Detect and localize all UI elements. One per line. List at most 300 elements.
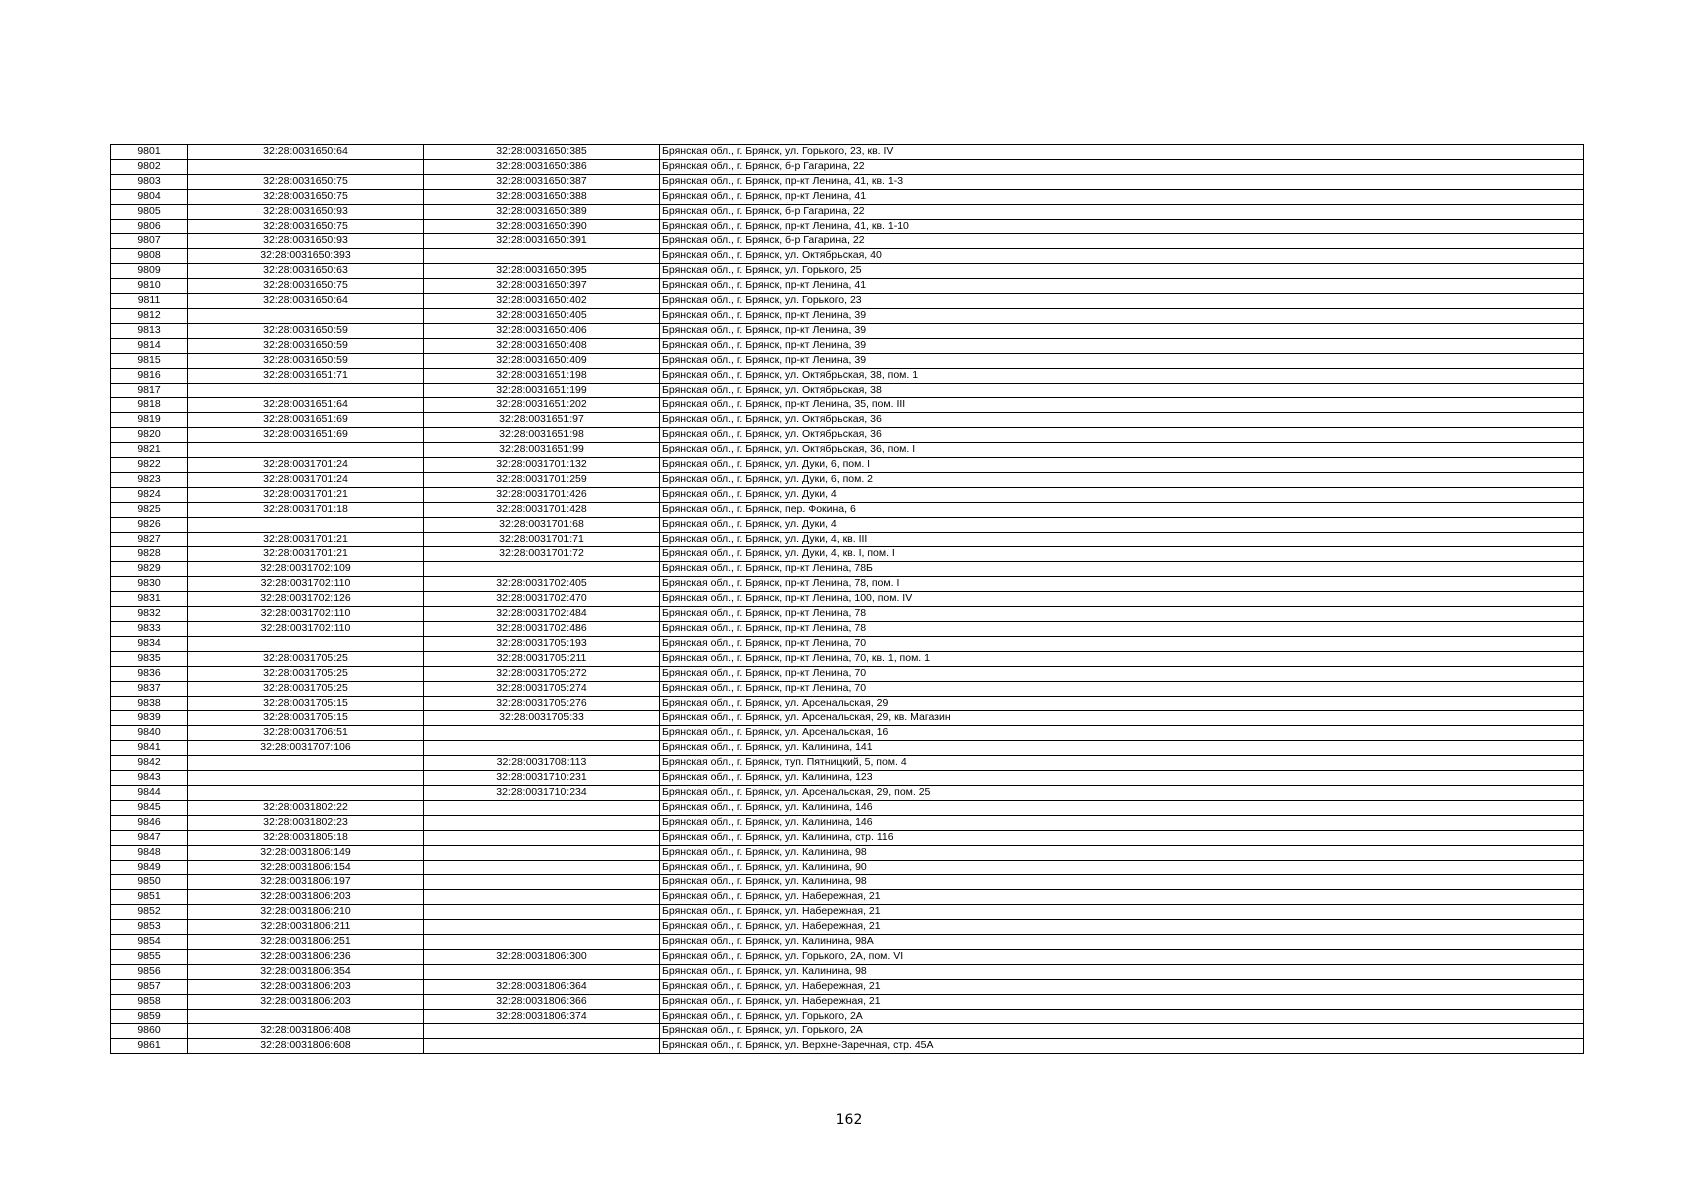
table-row <box>111 264 1584 279</box>
parcel-cadastral-number-cell: 32:28:0031706:51 <box>188 726 424 741</box>
address-cell: Брянская обл., г. Брянск, ул. Дуки, 4, кв. III <box>660 532 1584 547</box>
object-cadastral-number-cell: 32:28:0031701:71 <box>424 532 660 547</box>
address-cell: Брянская обл., г. Брянск, ул. Арсенальская, 29, пом. 25 <box>660 785 1584 800</box>
object-cadastral-number-cell: 32:28:0031806:366 <box>424 994 660 1009</box>
address-cell: Брянская обл., г. Брянск, б-р Гагарина, 22 <box>660 159 1584 174</box>
address-cell: Брянская обл., г. Брянск, ул. Калинина, 123 <box>660 771 1584 786</box>
parcel-cadastral-number-cell: 32:28:0031705:15 <box>188 711 424 726</box>
address-cell: Брянская обл., г. Брянск, ул. Калинина, стр. 116 <box>660 830 1584 845</box>
address-cell: Брянская обл., г. Брянск, ул. Арсенальская, 29 <box>660 696 1584 711</box>
row-number-cell: 9817 <box>111 383 188 398</box>
row-number-cell: 9853 <box>111 920 188 935</box>
table-row <box>111 532 1584 547</box>
parcel-cadastral-number-cell <box>188 785 424 800</box>
parcel-cadastral-number-cell <box>188 308 424 323</box>
address-cell: Брянская обл., г. Брянск, ул. Калинина, 98 <box>660 845 1584 860</box>
object-cadastral-number-cell: 32:28:0031702:405 <box>424 577 660 592</box>
row-number-cell: 9834 <box>111 636 188 651</box>
row-number-cell: 9852 <box>111 905 188 920</box>
object-cadastral-number-cell: 32:28:0031650:390 <box>424 219 660 234</box>
parcel-cadastral-number-cell: 32:28:0031650:393 <box>188 249 424 264</box>
table-row <box>111 607 1584 622</box>
row-number-cell: 9811 <box>111 294 188 309</box>
parcel-cadastral-number-cell: 32:28:0031806:408 <box>188 1024 424 1039</box>
row-number-cell: 9832 <box>111 607 188 622</box>
object-cadastral-number-cell: 32:28:0031650:385 <box>424 145 660 160</box>
table-row <box>111 830 1584 845</box>
address-cell: Брянская обл., г. Брянск, ул. Набережная, 21 <box>660 890 1584 905</box>
table-row <box>111 234 1584 249</box>
parcel-cadastral-number-cell: 32:28:0031650:93 <box>188 234 424 249</box>
row-number-cell: 9822 <box>111 458 188 473</box>
address-cell: Брянская обл., г. Брянск, ул. Калинина, 141 <box>660 741 1584 756</box>
address-cell: Брянская обл., г. Брянск, пр-кт Ленина, 41 <box>660 189 1584 204</box>
parcel-cadastral-number-cell: 32:28:0031650:59 <box>188 323 424 338</box>
row-number-cell: 9816 <box>111 368 188 383</box>
object-cadastral-number-cell: 32:28:0031651:202 <box>424 398 660 413</box>
parcel-cadastral-number-cell <box>188 771 424 786</box>
address-cell: Брянская обл., г. Брянск, ул. Калинина, 98 <box>660 875 1584 890</box>
table-row <box>111 785 1584 800</box>
row-number-cell: 9860 <box>111 1024 188 1039</box>
address-cell: Брянская обл., г. Брянск, пр-кт Ленина, 39 <box>660 338 1584 353</box>
address-cell: Брянская обл., г. Брянск, ул. Калинина, 146 <box>660 815 1584 830</box>
object-cadastral-number-cell: 32:28:0031650:386 <box>424 159 660 174</box>
row-number-cell: 9848 <box>111 845 188 860</box>
parcel-cadastral-number-cell: 32:28:0031705:25 <box>188 681 424 696</box>
table-row <box>111 681 1584 696</box>
parcel-cadastral-number-cell: 32:28:0031651:64 <box>188 398 424 413</box>
row-number-cell: 9801 <box>111 145 188 160</box>
object-cadastral-number-cell: 32:28:0031650:391 <box>424 234 660 249</box>
object-cadastral-number-cell: 32:28:0031708:113 <box>424 756 660 771</box>
row-number-cell: 9854 <box>111 935 188 950</box>
row-number-cell: 9843 <box>111 771 188 786</box>
address-cell: Брянская обл., г. Брянск, пр-кт Ленина, 78Б <box>660 562 1584 577</box>
object-cadastral-number-cell <box>424 905 660 920</box>
object-cadastral-number-cell: 32:28:0031650:389 <box>424 204 660 219</box>
row-number-cell: 9835 <box>111 651 188 666</box>
address-cell: Брянская обл., г. Брянск, ул. Дуки, 4 <box>660 517 1584 532</box>
parcel-cadastral-number-cell: 32:28:0031806:354 <box>188 964 424 979</box>
address-cell: Брянская обл., г. Брянск, пр-кт Ленина, 70 <box>660 636 1584 651</box>
object-cadastral-number-cell: 32:28:0031651:198 <box>424 368 660 383</box>
row-number-cell: 9826 <box>111 517 188 532</box>
parcel-cadastral-number-cell: 32:28:0031802:22 <box>188 800 424 815</box>
object-cadastral-number-cell: 32:28:0031705:33 <box>424 711 660 726</box>
parcel-cadastral-number-cell: 32:28:0031806:149 <box>188 845 424 860</box>
table-row <box>111 711 1584 726</box>
object-cadastral-number-cell: 32:28:0031702:486 <box>424 622 660 637</box>
address-cell: Брянская обл., г. Брянск, ул. Горького, 2А <box>660 1009 1584 1024</box>
parcel-cadastral-number-cell: 32:28:0031806:210 <box>188 905 424 920</box>
table-row <box>111 547 1584 562</box>
registry-table <box>110 144 1584 1054</box>
parcel-cadastral-number-cell <box>188 159 424 174</box>
row-number-cell: 9849 <box>111 860 188 875</box>
row-number-cell: 9805 <box>111 204 188 219</box>
address-cell: Брянская обл., г. Брянск, ул. Октябрьская, 36 <box>660 428 1584 443</box>
parcel-cadastral-number-cell: 32:28:0031805:18 <box>188 830 424 845</box>
row-number-cell: 9830 <box>111 577 188 592</box>
parcel-cadastral-number-cell: 32:28:0031702:110 <box>188 607 424 622</box>
object-cadastral-number-cell <box>424 920 660 935</box>
object-cadastral-number-cell <box>424 800 660 815</box>
table-row <box>111 979 1584 994</box>
parcel-cadastral-number-cell: 32:28:0031650:59 <box>188 338 424 353</box>
row-number-cell: 9837 <box>111 681 188 696</box>
table-row <box>111 666 1584 681</box>
object-cadastral-number-cell <box>424 1039 660 1054</box>
table-row <box>111 219 1584 234</box>
table-row <box>111 323 1584 338</box>
table-row <box>111 771 1584 786</box>
row-number-cell: 9803 <box>111 174 188 189</box>
address-cell: Брянская обл., г. Брянск, ул. Горького, 23, кв. IV <box>660 145 1584 160</box>
address-cell: Брянская обл., г. Брянск, ул. Октябрьская, 40 <box>660 249 1584 264</box>
table-row <box>111 741 1584 756</box>
object-cadastral-number-cell: 32:28:0031650:388 <box>424 189 660 204</box>
table-row <box>111 279 1584 294</box>
object-cadastral-number-cell: 32:28:0031651:97 <box>424 413 660 428</box>
address-cell: Брянская обл., г. Брянск, ул. Октябрьская, 36, пом. I <box>660 443 1584 458</box>
row-number-cell: 9820 <box>111 428 188 443</box>
object-cadastral-number-cell <box>424 845 660 860</box>
address-cell: Брянская обл., г. Брянск, ул. Калинина, 98 <box>660 964 1584 979</box>
address-cell: Брянская обл., г. Брянск, ул. Калинина, 146 <box>660 800 1584 815</box>
object-cadastral-number-cell: 32:28:0031701:259 <box>424 472 660 487</box>
table-row <box>111 726 1584 741</box>
row-number-cell: 9812 <box>111 308 188 323</box>
address-cell: Брянская обл., г. Брянск, ул. Арсенальская, 29, кв. Магазин <box>660 711 1584 726</box>
object-cadastral-number-cell <box>424 815 660 830</box>
object-cadastral-number-cell: 32:28:0031651:98 <box>424 428 660 443</box>
address-cell: Брянская обл., г. Брянск, ул. Арсенальская, 16 <box>660 726 1584 741</box>
address-cell: Брянская обл., г. Брянск, ул. Горького, 23 <box>660 294 1584 309</box>
address-cell: Брянская обл., г. Брянск, пр-кт Ленина, 78 <box>660 607 1584 622</box>
table-row <box>111 502 1584 517</box>
parcel-cadastral-number-cell: 32:28:0031806:197 <box>188 875 424 890</box>
object-cadastral-number-cell: 32:28:0031710:234 <box>424 785 660 800</box>
row-number-cell: 9813 <box>111 323 188 338</box>
row-number-cell: 9842 <box>111 756 188 771</box>
parcel-cadastral-number-cell: 32:28:0031651:69 <box>188 428 424 443</box>
parcel-cadastral-number-cell: 32:28:0031705:25 <box>188 666 424 681</box>
table-row <box>111 860 1584 875</box>
parcel-cadastral-number-cell: 32:28:0031806:236 <box>188 949 424 964</box>
table-row <box>111 651 1584 666</box>
table-row <box>111 994 1584 1009</box>
row-number-cell: 9855 <box>111 949 188 964</box>
address-cell: Брянская обл., г. Брянск, пр-кт Ленина, 35, пом. III <box>660 398 1584 413</box>
table-row <box>111 458 1584 473</box>
object-cadastral-number-cell <box>424 830 660 845</box>
table-row <box>111 338 1584 353</box>
table-row <box>111 294 1584 309</box>
object-cadastral-number-cell: 32:28:0031806:374 <box>424 1009 660 1024</box>
object-cadastral-number-cell: 32:28:0031702:470 <box>424 592 660 607</box>
object-cadastral-number-cell: 32:28:0031702:484 <box>424 607 660 622</box>
address-cell: Брянская обл., г. Брянск, пр-кт Ленина, 39 <box>660 353 1584 368</box>
row-number-cell: 9839 <box>111 711 188 726</box>
page-number: 162 <box>835 1112 863 1128</box>
object-cadastral-number-cell <box>424 860 660 875</box>
object-cadastral-number-cell: 32:28:0031705:211 <box>424 651 660 666</box>
address-cell: Брянская обл., г. Брянск, ул. Набережная, 21 <box>660 920 1584 935</box>
object-cadastral-number-cell: 32:28:0031650:408 <box>424 338 660 353</box>
object-cadastral-number-cell: 32:28:0031701:72 <box>424 547 660 562</box>
row-number-cell: 9856 <box>111 964 188 979</box>
address-cell: Брянская обл., г. Брянск, пр-кт Ленина, 41, кв. 1-3 <box>660 174 1584 189</box>
row-number-cell: 9828 <box>111 547 188 562</box>
table-row <box>111 487 1584 502</box>
address-cell: Брянская обл., г. Брянск, ул. Дуки, 4 <box>660 487 1584 502</box>
parcel-cadastral-number-cell: 32:28:0031702:109 <box>188 562 424 577</box>
address-cell: Брянская обл., г. Брянск, ул. Октябрьская, 36 <box>660 413 1584 428</box>
parcel-cadastral-number-cell: 32:28:0031702:126 <box>188 592 424 607</box>
parcel-cadastral-number-cell <box>188 636 424 651</box>
table-row <box>111 159 1584 174</box>
table-row <box>111 905 1584 920</box>
address-cell: Брянская обл., г. Брянск, пр-кт Ленина, 41 <box>660 279 1584 294</box>
row-number-cell: 9807 <box>111 234 188 249</box>
table-row <box>111 472 1584 487</box>
object-cadastral-number-cell: 32:28:0031705:276 <box>424 696 660 711</box>
row-number-cell: 9858 <box>111 994 188 1009</box>
parcel-cadastral-number-cell: 32:28:0031806:251 <box>188 935 424 950</box>
row-number-cell: 9808 <box>111 249 188 264</box>
row-number-cell: 9819 <box>111 413 188 428</box>
object-cadastral-number-cell <box>424 249 660 264</box>
parcel-cadastral-number-cell: 32:28:0031806:203 <box>188 994 424 1009</box>
address-cell: Брянская обл., г. Брянск, ул. Набережная, 21 <box>660 905 1584 920</box>
parcel-cadastral-number-cell <box>188 383 424 398</box>
table-row <box>111 622 1584 637</box>
row-number-cell: 9823 <box>111 472 188 487</box>
parcel-cadastral-number-cell: 32:28:0031702:110 <box>188 577 424 592</box>
row-number-cell: 9824 <box>111 487 188 502</box>
table-row <box>111 353 1584 368</box>
object-cadastral-number-cell: 32:28:0031710:231 <box>424 771 660 786</box>
address-cell: Брянская обл., г. Брянск, пр-кт Ленина, 39 <box>660 323 1584 338</box>
row-number-cell: 9806 <box>111 219 188 234</box>
address-cell: Брянская обл., г. Брянск, ул. Горького, 2А, пом. VI <box>660 949 1584 964</box>
parcel-cadastral-number-cell: 32:28:0031650:64 <box>188 145 424 160</box>
parcel-cadastral-number-cell <box>188 756 424 771</box>
row-number-cell: 9804 <box>111 189 188 204</box>
address-cell: Брянская обл., г. Брянск, ул. Октябрьская, 38 <box>660 383 1584 398</box>
parcel-cadastral-number-cell <box>188 517 424 532</box>
table-row <box>111 964 1584 979</box>
parcel-cadastral-number-cell: 32:28:0031651:69 <box>188 413 424 428</box>
row-number-cell: 9844 <box>111 785 188 800</box>
object-cadastral-number-cell: 32:28:0031650:395 <box>424 264 660 279</box>
parcel-cadastral-number-cell: 32:28:0031701:21 <box>188 547 424 562</box>
object-cadastral-number-cell: 32:28:0031701:68 <box>424 517 660 532</box>
row-number-cell: 9846 <box>111 815 188 830</box>
object-cadastral-number-cell: 32:28:0031701:428 <box>424 502 660 517</box>
table-row <box>111 875 1584 890</box>
table-row <box>111 204 1584 219</box>
registry-table-body <box>111 145 1584 1054</box>
object-cadastral-number-cell: 32:28:0031650:405 <box>424 308 660 323</box>
address-cell: Брянская обл., г. Брянск, пр-кт Ленина, 78 <box>660 622 1584 637</box>
address-cell: Брянская обл., г. Брянск, туп. Пятницкий, 5, пом. 4 <box>660 756 1584 771</box>
parcel-cadastral-number-cell: 32:28:0031701:24 <box>188 458 424 473</box>
table-row <box>111 592 1584 607</box>
address-cell: Брянская обл., г. Брянск, ул. Набережная, 21 <box>660 994 1584 1009</box>
parcel-cadastral-number-cell <box>188 443 424 458</box>
object-cadastral-number-cell <box>424 726 660 741</box>
parcel-cadastral-number-cell: 32:28:0031802:23 <box>188 815 424 830</box>
object-cadastral-number-cell: 32:28:0031705:274 <box>424 681 660 696</box>
address-cell: Брянская обл., г. Брянск, ул. Горького, 25 <box>660 264 1584 279</box>
parcel-cadastral-number-cell: 32:28:0031650:59 <box>188 353 424 368</box>
object-cadastral-number-cell: 32:28:0031705:193 <box>424 636 660 651</box>
object-cadastral-number-cell <box>424 935 660 950</box>
address-cell: Брянская обл., г. Брянск, пр-кт Ленина, 70, кв. 1, пом. 1 <box>660 651 1584 666</box>
row-number-cell: 9829 <box>111 562 188 577</box>
parcel-cadastral-number-cell: 32:28:0031650:63 <box>188 264 424 279</box>
table-row <box>111 413 1584 428</box>
object-cadastral-number-cell <box>424 875 660 890</box>
row-number-cell: 9821 <box>111 443 188 458</box>
object-cadastral-number-cell: 32:28:0031705:272 <box>424 666 660 681</box>
table-row <box>111 398 1584 413</box>
row-number-cell: 9825 <box>111 502 188 517</box>
parcel-cadastral-number-cell <box>188 1009 424 1024</box>
object-cadastral-number-cell <box>424 562 660 577</box>
table-row <box>111 189 1584 204</box>
row-number-cell: 9827 <box>111 532 188 547</box>
table-row <box>111 800 1584 815</box>
row-number-cell: 9838 <box>111 696 188 711</box>
table-row <box>111 368 1584 383</box>
object-cadastral-number-cell: 32:28:0031651:99 <box>424 443 660 458</box>
parcel-cadastral-number-cell: 32:28:0031806:203 <box>188 890 424 905</box>
parcel-cadastral-number-cell: 32:28:0031650:93 <box>188 204 424 219</box>
address-cell: Брянская обл., г. Брянск, ул. Дуки, 4, кв. I, пом. I <box>660 547 1584 562</box>
parcel-cadastral-number-cell: 32:28:0031806:211 <box>188 920 424 935</box>
row-number-cell: 9841 <box>111 741 188 756</box>
table-row <box>111 636 1584 651</box>
row-number-cell: 9831 <box>111 592 188 607</box>
object-cadastral-number-cell <box>424 741 660 756</box>
table-row <box>111 890 1584 905</box>
object-cadastral-number-cell: 32:28:0031650:402 <box>424 294 660 309</box>
address-cell: Брянская обл., г. Брянск, пр-кт Ленина, 41, кв. 1-10 <box>660 219 1584 234</box>
row-number-cell: 9850 <box>111 875 188 890</box>
address-cell: Брянская обл., г. Брянск, ул. Октябрьская, 38, пом. 1 <box>660 368 1584 383</box>
row-number-cell: 9814 <box>111 338 188 353</box>
parcel-cadastral-number-cell: 32:28:0031650:64 <box>188 294 424 309</box>
object-cadastral-number-cell: 32:28:0031650:387 <box>424 174 660 189</box>
row-number-cell: 9802 <box>111 159 188 174</box>
row-number-cell: 9840 <box>111 726 188 741</box>
parcel-cadastral-number-cell: 32:28:0031651:71 <box>188 368 424 383</box>
row-number-cell: 9809 <box>111 264 188 279</box>
parcel-cadastral-number-cell: 32:28:0031701:21 <box>188 532 424 547</box>
table-row <box>111 935 1584 950</box>
table-row <box>111 920 1584 935</box>
parcel-cadastral-number-cell: 32:28:0031806:154 <box>188 860 424 875</box>
table-row <box>111 845 1584 860</box>
address-cell: Брянская обл., г. Брянск, ул. Верхне-Заречная, стр. 45А <box>660 1039 1584 1054</box>
parcel-cadastral-number-cell: 32:28:0031701:18 <box>188 502 424 517</box>
row-number-cell: 9818 <box>111 398 188 413</box>
row-number-cell: 9861 <box>111 1039 188 1054</box>
parcel-cadastral-number-cell: 32:28:0031705:15 <box>188 696 424 711</box>
address-cell: Брянская обл., г. Брянск, б-р Гагарина, 22 <box>660 234 1584 249</box>
row-number-cell: 9833 <box>111 622 188 637</box>
parcel-cadastral-number-cell: 32:28:0031650:75 <box>188 219 424 234</box>
table-row <box>111 815 1584 830</box>
row-number-cell: 9845 <box>111 800 188 815</box>
table-row <box>111 383 1584 398</box>
object-cadastral-number-cell: 32:28:0031650:397 <box>424 279 660 294</box>
table-row <box>111 562 1584 577</box>
table-row <box>111 1009 1584 1024</box>
address-cell: Брянская обл., г. Брянск, ул. Калинина, 98А <box>660 935 1584 950</box>
table-row <box>111 145 1584 160</box>
address-cell: Брянская обл., г. Брянск, пр-кт Ленина, 70 <box>660 666 1584 681</box>
object-cadastral-number-cell <box>424 890 660 905</box>
address-cell: Брянская обл., г. Брянск, ул. Набережная, 21 <box>660 979 1584 994</box>
row-number-cell: 9857 <box>111 979 188 994</box>
parcel-cadastral-number-cell: 32:28:0031650:75 <box>188 174 424 189</box>
table-row <box>111 428 1584 443</box>
address-cell: Брянская обл., г. Брянск, пр-кт Ленина, 78, пом. I <box>660 577 1584 592</box>
table-row <box>111 756 1584 771</box>
table-row <box>111 1024 1584 1039</box>
table-row <box>111 443 1584 458</box>
object-cadastral-number-cell: 32:28:0031701:426 <box>424 487 660 502</box>
object-cadastral-number-cell: 32:28:0031650:409 <box>424 353 660 368</box>
object-cadastral-number-cell: 32:28:0031806:364 <box>424 979 660 994</box>
address-cell: Брянская обл., г. Брянск, б-р Гагарина, 22 <box>660 204 1584 219</box>
table-row <box>111 949 1584 964</box>
object-cadastral-number-cell: 32:28:0031701:132 <box>424 458 660 473</box>
row-number-cell: 9847 <box>111 830 188 845</box>
parcel-cadastral-number-cell: 32:28:0031707:106 <box>188 741 424 756</box>
address-cell: Брянская обл., г. Брянск, ул. Дуки, 6, пом. I <box>660 458 1584 473</box>
object-cadastral-number-cell: 32:28:0031650:406 <box>424 323 660 338</box>
address-cell: Брянская обл., г. Брянск, пр-кт Ленина, 70 <box>660 681 1584 696</box>
table-row <box>111 249 1584 264</box>
address-cell: Брянская обл., г. Брянск, пр-кт Ленина, 100, пом. IV <box>660 592 1584 607</box>
object-cadastral-number-cell <box>424 1024 660 1039</box>
table-row <box>111 517 1584 532</box>
object-cadastral-number-cell: 32:28:0031806:300 <box>424 949 660 964</box>
object-cadastral-number-cell: 32:28:0031651:199 <box>424 383 660 398</box>
parcel-cadastral-number-cell: 32:28:0031806:608 <box>188 1039 424 1054</box>
address-cell: Брянская обл., г. Брянск, ул. Калинина, 90 <box>660 860 1584 875</box>
parcel-cadastral-number-cell: 32:28:0031701:24 <box>188 472 424 487</box>
address-cell: Брянская обл., г. Брянск, пер. Фокина, 6 <box>660 502 1584 517</box>
row-number-cell: 9815 <box>111 353 188 368</box>
row-number-cell: 9851 <box>111 890 188 905</box>
parcel-cadastral-number-cell: 32:28:0031701:21 <box>188 487 424 502</box>
row-number-cell: 9859 <box>111 1009 188 1024</box>
parcel-cadastral-number-cell: 32:28:0031650:75 <box>188 279 424 294</box>
row-number-cell: 9836 <box>111 666 188 681</box>
parcel-cadastral-number-cell: 32:28:0031650:75 <box>188 189 424 204</box>
parcel-cadastral-number-cell: 32:28:0031702:110 <box>188 622 424 637</box>
table-row <box>111 696 1584 711</box>
address-cell: Брянская обл., г. Брянск, ул. Горького, 2А <box>660 1024 1584 1039</box>
table-row <box>111 174 1584 189</box>
address-cell: Брянская обл., г. Брянск, пр-кт Ленина, 39 <box>660 308 1584 323</box>
